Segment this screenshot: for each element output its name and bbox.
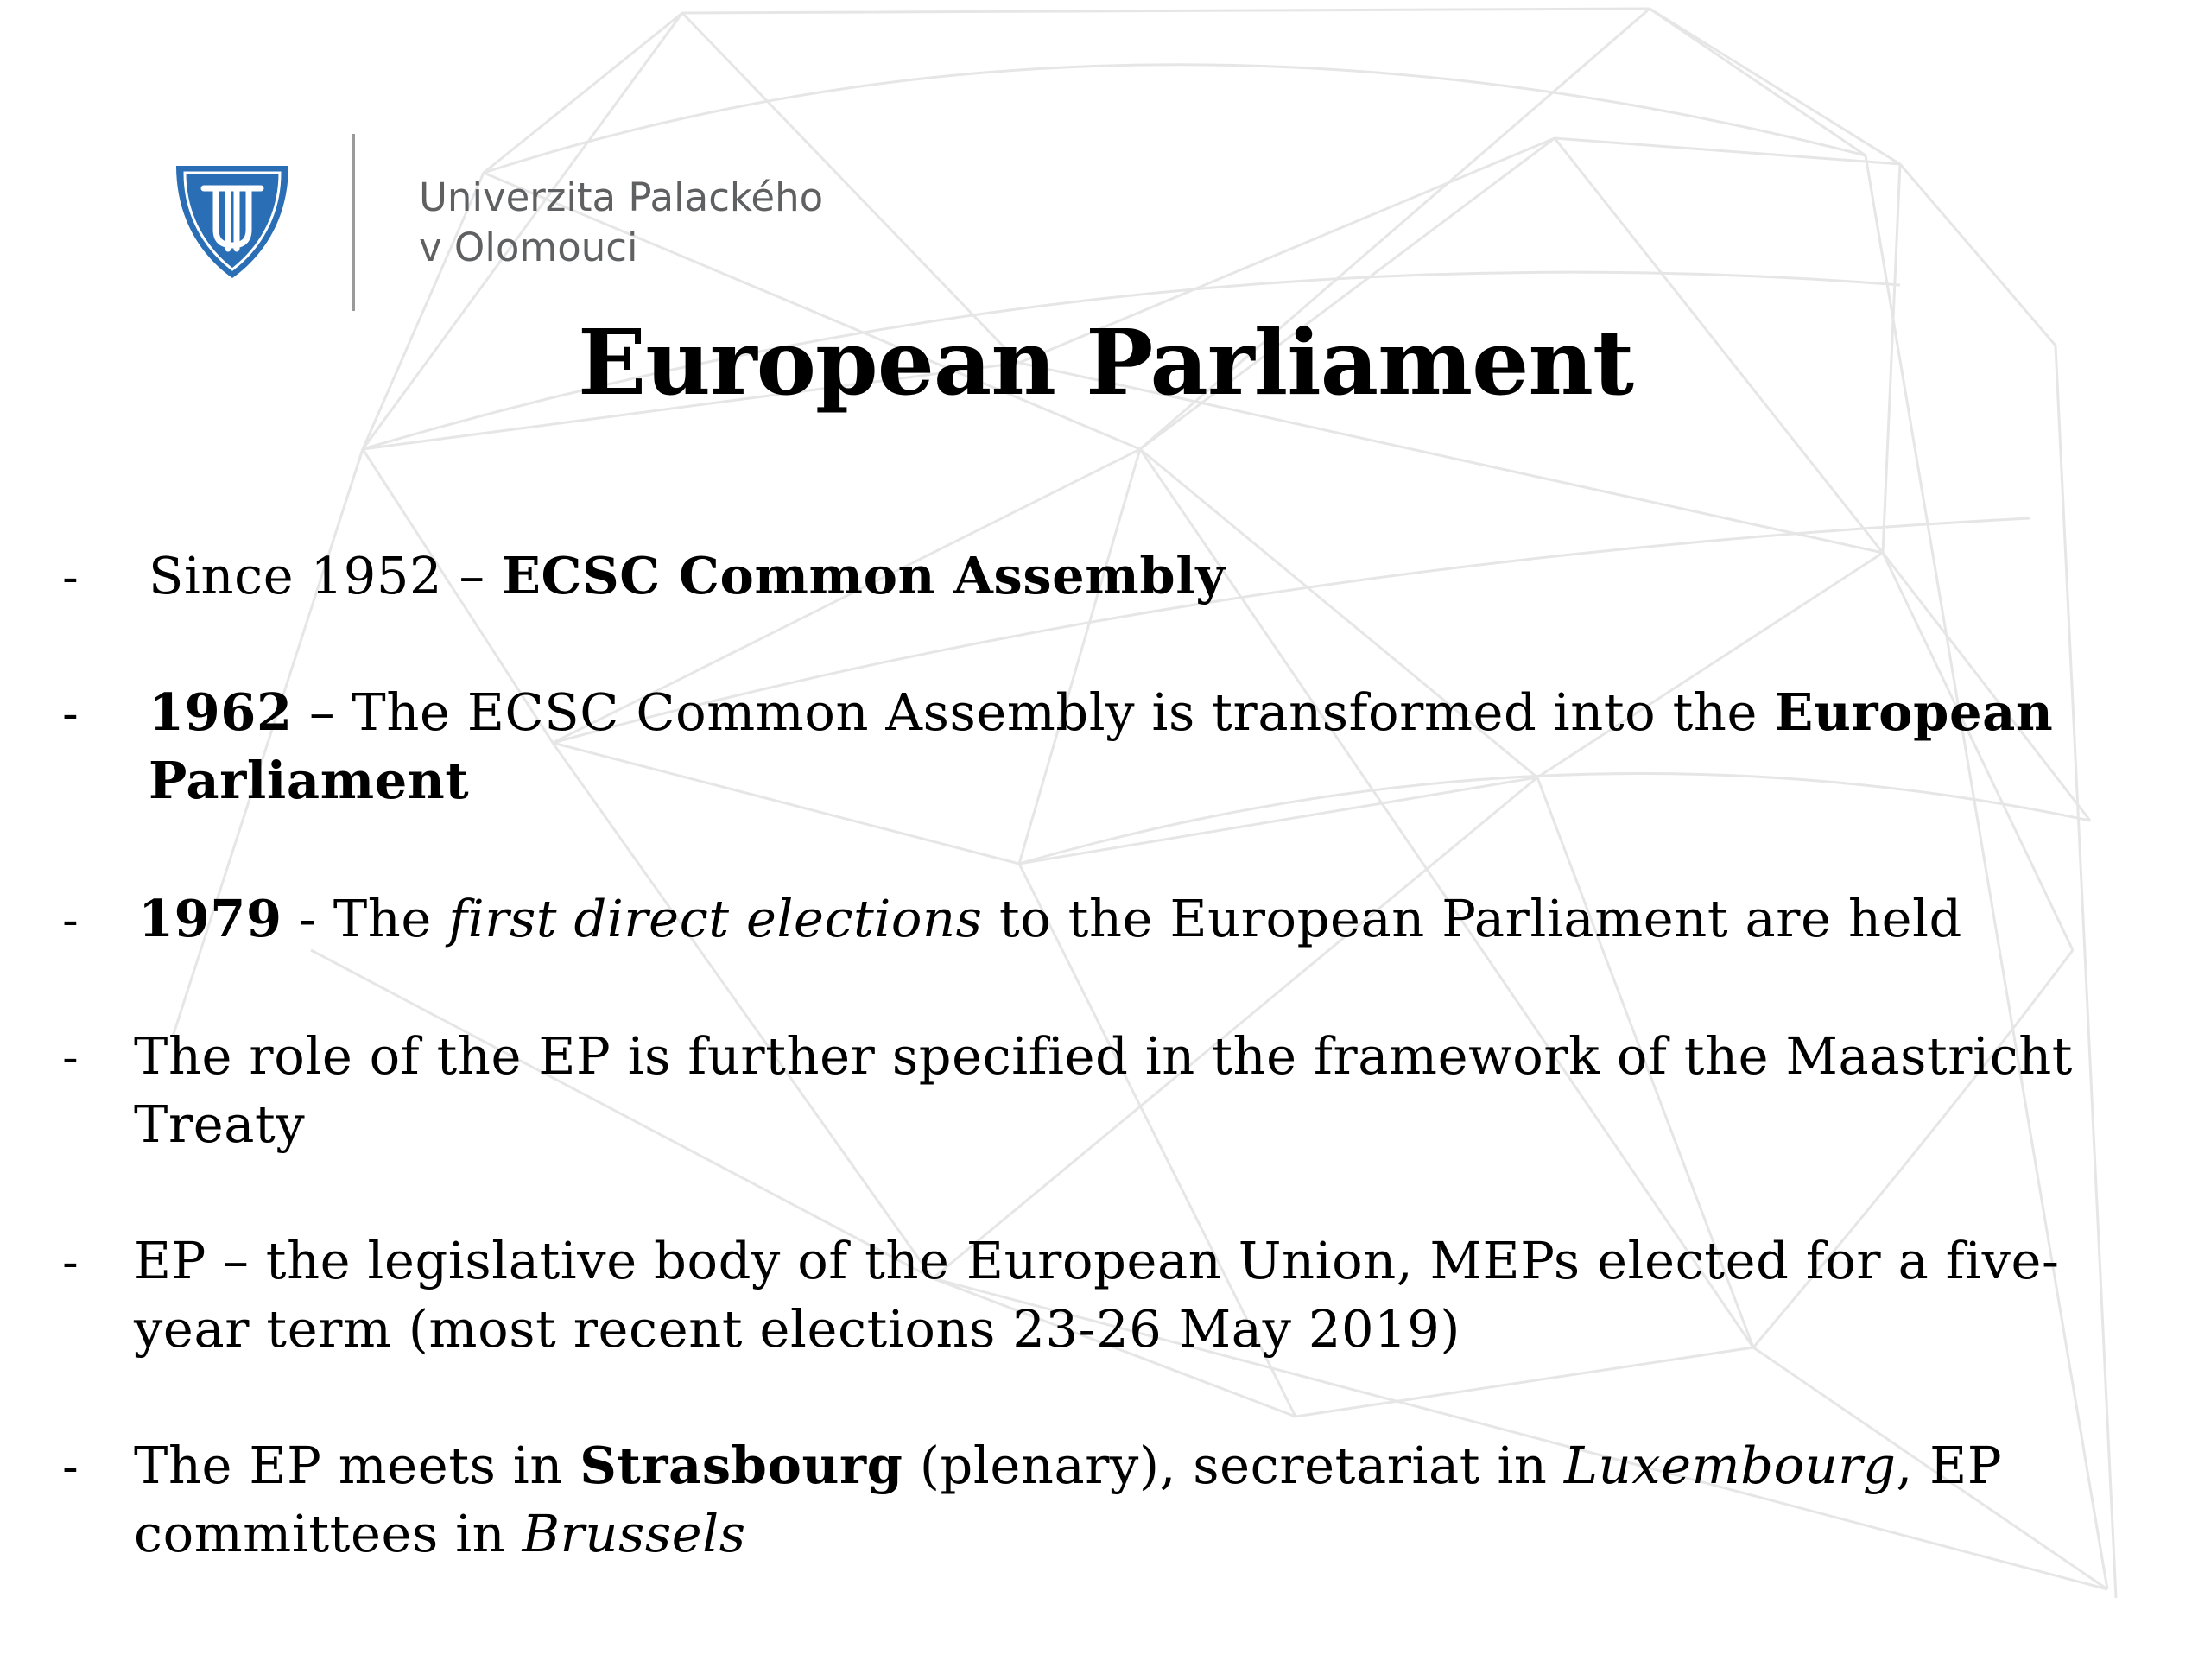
bullet-marker: - (62, 1032, 79, 1084)
bullet-3-italic: first direct elections (448, 889, 983, 948)
bullet-2-bold-a: European (1774, 682, 2054, 742)
bullet-6-italic-a: Luxembourg (1563, 1436, 1897, 1495)
bullet-marker: - (62, 1237, 79, 1289)
bullet-1-text: Since 1952 – (149, 546, 502, 605)
bullet-6-text-d: committees in (134, 1504, 523, 1563)
bullet-3-text-a: - The (282, 889, 449, 948)
bullet-6-text-c: , EP (1896, 1436, 2003, 1495)
bullet-marker: - (62, 895, 79, 947)
bullet-2-year: 1962 (149, 682, 293, 742)
bullet-4-line-1: The role of the EP is further specified in the framework of the Maastricht (134, 1026, 2074, 1086)
bullet-3-year: 1979 (138, 889, 282, 948)
bullet-6-text-b: (plenary), secretariat in (903, 1436, 1564, 1495)
bullet-item-1 (149, 542, 2187, 610)
bullet-marker: - (62, 1442, 79, 1493)
bullet-marker: - (62, 552, 79, 604)
university-name-line2: v Olomouci (419, 225, 638, 270)
bullet-item-5 (134, 1227, 2172, 1363)
bullet-2-text: – The ECSC Common Assembly is transformed into the (292, 682, 1775, 742)
bullet-6-text-a: The EP meets in (134, 1436, 580, 1495)
bullet-5-line-2: year term (most recent elections 23-26 May 2019) (134, 1299, 1461, 1359)
bullet-4-line-2: Treaty (134, 1094, 306, 1154)
bullet-item-2 (149, 678, 2187, 815)
university-name-line1: Univerzita Palackého (419, 174, 824, 220)
bullet-item-3 (138, 884, 2176, 953)
bullet-6-italic-b: Brussels (522, 1504, 746, 1563)
slide-title: European Parliament (578, 309, 1633, 415)
bullet-5-line-1: EP – the legislative body of the European Union, MEPs elected for a five- (134, 1231, 2060, 1290)
bullet-3-text-b: to the European Parliament are held (982, 889, 1962, 948)
bullet-2-bold-b: Parliament (149, 751, 470, 810)
bullet-6-bold: Strasbourg (580, 1436, 903, 1495)
bullet-item-6 (134, 1431, 2172, 1568)
bullet-1-bold: ECSC Common Assembly (501, 546, 1226, 605)
bullet-item-4 (134, 1022, 2172, 1158)
bullet-marker: - (62, 688, 79, 740)
